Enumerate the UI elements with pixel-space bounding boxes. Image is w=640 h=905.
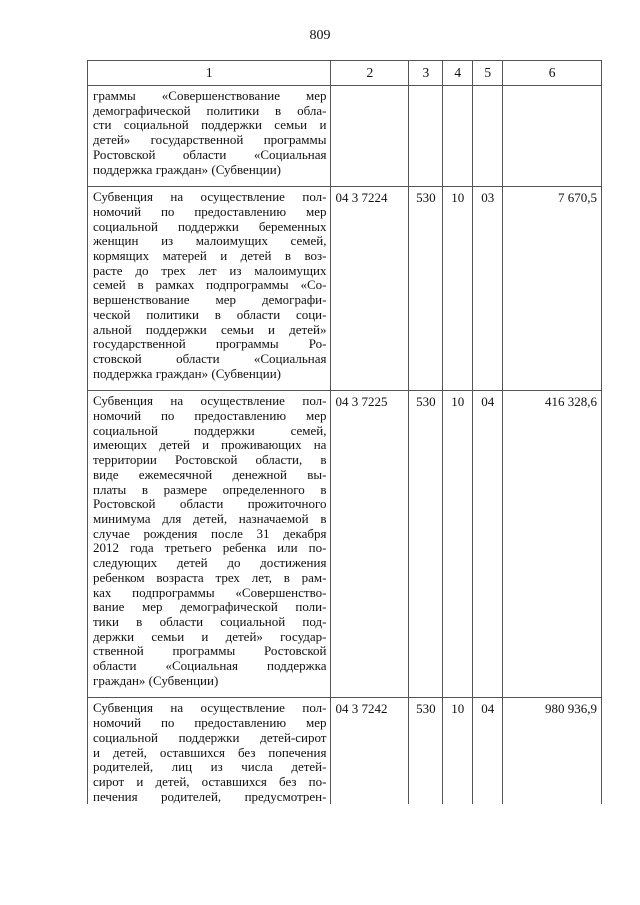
section-cell: 10 [443,698,473,804]
description-line: имеющих детей и проживающих на [93,437,327,453]
description-line: Субвенция на осуществление пол- [93,393,327,409]
description-line: платы в размере определенного в [93,481,327,497]
subsection-cell: 04 [473,698,503,804]
type-cell: 530 [409,187,443,391]
table-row [88,86,602,187]
description-cell [88,698,331,804]
description-line: Ростовской области прожиточного [93,496,327,512]
column-header: 5 [473,61,503,86]
column-header: 3 [409,61,443,86]
description-cell [88,187,331,391]
description-line: области «Социальная поддержка [93,658,327,674]
description-line: Субвенция на осуществление пол- [93,700,327,716]
description-cell [88,391,331,698]
amount-cell: 7 670,5 [503,187,602,391]
table-row [88,187,602,391]
column-header: 6 [503,61,602,86]
subsection-cell [473,86,503,187]
description-line: минимума для детей, назначаемой в [93,510,327,526]
column-header: 4 [443,61,473,86]
section-cell: 10 [443,391,473,698]
description-line: граждан» (Субвенции) [93,672,219,688]
description-cell [88,86,331,187]
type-cell [409,86,443,187]
code-cell: 04 3 7224 [331,187,409,391]
description-line: семей в рамках подпрограммы «Со- [93,277,327,293]
description-line: социальной поддержки семей, [93,422,327,438]
budget-table [87,60,602,804]
description-line: вершенствование мер демографи- [93,292,327,308]
description-line: номочий по предоставлению мер [93,715,327,731]
description-line: случае рождения после 31 декабря [93,525,327,541]
amount-cell [503,86,602,187]
description-line: печения родителей, предусмотрен- [93,788,327,804]
description-line: и детей, оставшихся без попечения [93,744,327,760]
description-line: тики в области социальной под- [93,613,327,629]
description-line: стовской области «Социальная [93,350,327,366]
description-line: демографической политики в обла- [93,102,327,118]
code-cell: 04 3 7242 [331,698,409,804]
description-line: поддержка граждан» (Субвенции) [93,161,281,177]
code-cell: 04 3 7225 [331,391,409,698]
description-line: сирот и детей, оставшихся без по- [93,773,327,789]
description-line: территории Ростовской области, в [93,452,327,468]
page-number: 809 [309,28,331,43]
description-line: номочий по предоставлению мер [93,203,327,219]
description-line: виде ежемесячной денежной вы- [93,466,327,482]
description-line: Ростовской области «Социальная [93,146,327,162]
description-line: номочий по предоставлению мер [93,408,327,424]
description-line: альной поддержки семьи и детей» [93,321,327,337]
description-line: граммы «Совершенствование мер [93,88,327,103]
description-line: женщин из малоимущих семей, [93,233,327,249]
amount-cell: 416 328,6 [503,391,602,698]
subsection-cell: 03 [473,187,503,391]
type-cell: 530 [409,391,443,698]
description-line: поддержка граждан» (Субвенции) [93,365,281,381]
description-line: вание мер демографической поли- [93,599,327,615]
amount-cell: 980 936,9 [503,698,602,804]
description-line: государственной программы Ро- [93,336,327,352]
description-line: кормящих матерей и детей в воз- [93,248,327,264]
table-row [88,698,602,804]
section-cell: 10 [443,187,473,391]
description-line: следующих детей до достижения [93,555,327,571]
description-line: 2012 года третьего ребенка или по- [93,540,327,556]
column-header: 1 [88,61,331,86]
section-cell [443,86,473,187]
description-line: детей» государственной программы [93,132,327,148]
code-cell [331,86,409,187]
table-body [88,86,602,805]
description-line: родителей, лиц из числа детей- [93,759,327,775]
description-line: расте до трех лет из малоимущих [93,262,327,278]
table-header-row [88,61,602,86]
description-line: ческой политики в области соци- [93,306,327,322]
description-line: держки семьи и детей» государ- [93,628,327,644]
description-line: ках подпрограммы «Совершенство- [93,584,327,600]
description-line: социальной поддержки беременных [93,218,327,234]
subsection-cell: 04 [473,391,503,698]
table-row [88,391,602,698]
description-line: сти социальной поддержки семьи и [93,117,327,133]
type-cell: 530 [409,698,443,804]
description-line: ственной программы Ростовской [93,643,327,659]
description-line: ребенком возраста трех лет, в рам- [93,569,327,585]
description-line: Субвенция на осуществление пол- [93,189,327,205]
description-line: социальной поддержки детей-сирот [93,729,327,745]
column-header: 2 [331,61,409,86]
